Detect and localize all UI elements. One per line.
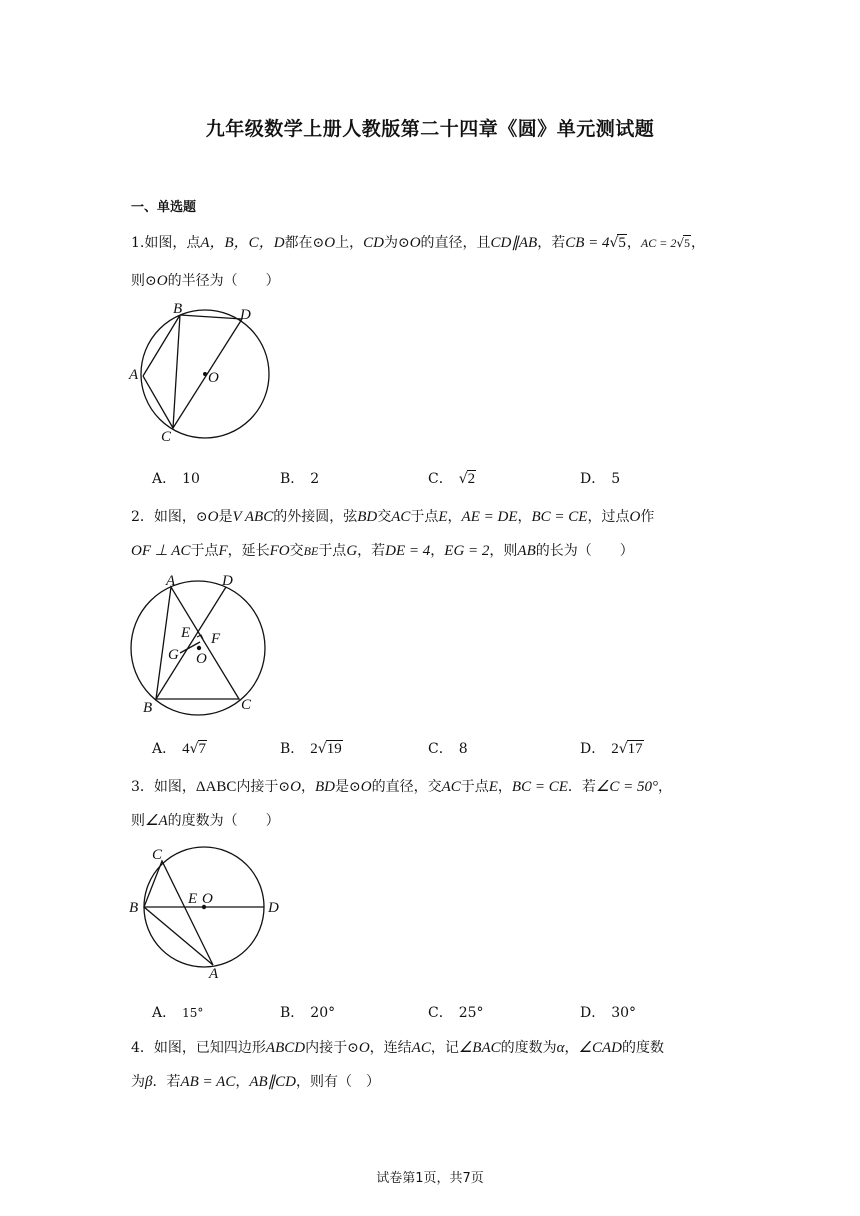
q1-center-point [203,372,207,376]
q4-line-2: 为β．若AB = AC，AB∥CD，则有（ ） [131,1074,380,1090]
q3-option-a[interactable]: A． 15° [152,1005,204,1021]
q2-option-b[interactable]: B． 2√19 [280,741,342,757]
q2-label-o: O [196,651,207,667]
q1-option-c[interactable]: C． √2 [428,471,476,487]
q1-label-a: A [129,367,139,383]
q3-options [152,1002,672,1022]
q1-options [152,468,672,488]
q1-line-1: 1.如图，点A，B，C，D都在⊙O上，CD为⊙O的直径，且CD∥AB，若CB = 4√5，AC = 2√5， [131,235,706,251]
q4-line-1: 4．如图，已知四边形ABCD内接于⊙O，连结AC，记∠BAC的度数为α，∠CAD的度数 [131,1040,664,1056]
q1-label-b: B [173,301,183,317]
q3-label-b: B [129,900,139,916]
q3-option-b[interactable]: B． 20° [280,1005,336,1021]
q2-option-c[interactable]: C． 8 [428,741,468,757]
q1-figure [128,300,278,445]
section-heading: 一、单选题 [131,200,197,215]
q2-label-e: E [181,625,191,641]
q3-option-c[interactable]: C． 25° [428,1005,484,1021]
q1-label-d: D [240,307,251,323]
q1-label-o: O [208,370,219,386]
q2-label-g: G [168,647,179,663]
q3-label-d: D [268,900,279,916]
q2-option-a[interactable]: A． 4√7 [152,741,207,757]
q1-option-a[interactable]: A． 10 [152,471,200,487]
q3-label-a: A [209,966,219,982]
q2-right-angle-mark [197,635,203,639]
q2-option-d[interactable]: D． 2√17 [580,741,643,757]
q2-number: 2． [131,509,154,525]
page-title: 九年级数学上册人教版第二十四章《圆》单元测试题 [205,118,655,140]
q2-center-point [197,646,201,650]
q2-options [152,738,672,758]
q1-label-c: C [161,429,172,445]
q3-label-c: C [152,847,163,863]
page-footer: 试卷第1页，共7页 [376,1171,484,1186]
sqrt-symbol: √19 [317,741,342,757]
q1-number: 1. [131,235,145,251]
q4-number: 4． [131,1040,154,1056]
q2-label-c: C [241,697,252,713]
q2-line-2: OF ⊥ AC于点F，延长FO交BE于点G，若DE = 4，EG = 2，则AB的长为（ ） [131,543,634,559]
q3-line-1: 3．如图，ΔABC内接于⊙O，BD是⊙O的直径，交AC于点E，BC = CE．若∠C = 50°， [131,779,672,795]
q2-label-b: B [143,700,153,716]
sqrt-symbol: √7 [189,741,207,757]
sqrt-symbol: √5 [676,236,691,250]
q1-option-b[interactable]: B． 2 [280,471,320,487]
sqrt-symbol: √17 [618,741,643,757]
q3-option-d[interactable]: D． 30° [580,1005,637,1021]
sqrt-symbol: √5 [609,235,626,251]
q1-option-d[interactable]: D． 5 [580,471,621,487]
q1-segments [143,315,180,428]
q3-figure [128,840,288,980]
q3-label-o: O [202,891,213,907]
q1-line-2: 则⊙O的半径为（ ） [131,273,280,289]
q2-label-a: A [166,573,176,589]
q3-line-2: 则∠A的度数为（ ） [131,813,280,829]
q3-triangle-abc [144,861,213,965]
sqrt-symbol: √2 [458,471,476,487]
q2-figure [128,570,278,720]
q3-number: 3． [131,779,154,795]
q2-line-1: 2．如图，⊙O是V ABC的外接圆，弦BD交AC于点E，AE = DE，BC = CE，过点O作 [131,509,655,525]
q3-label-e: E [188,891,198,907]
q2-label-d: D [222,573,233,589]
q2-label-f: F [211,631,221,647]
